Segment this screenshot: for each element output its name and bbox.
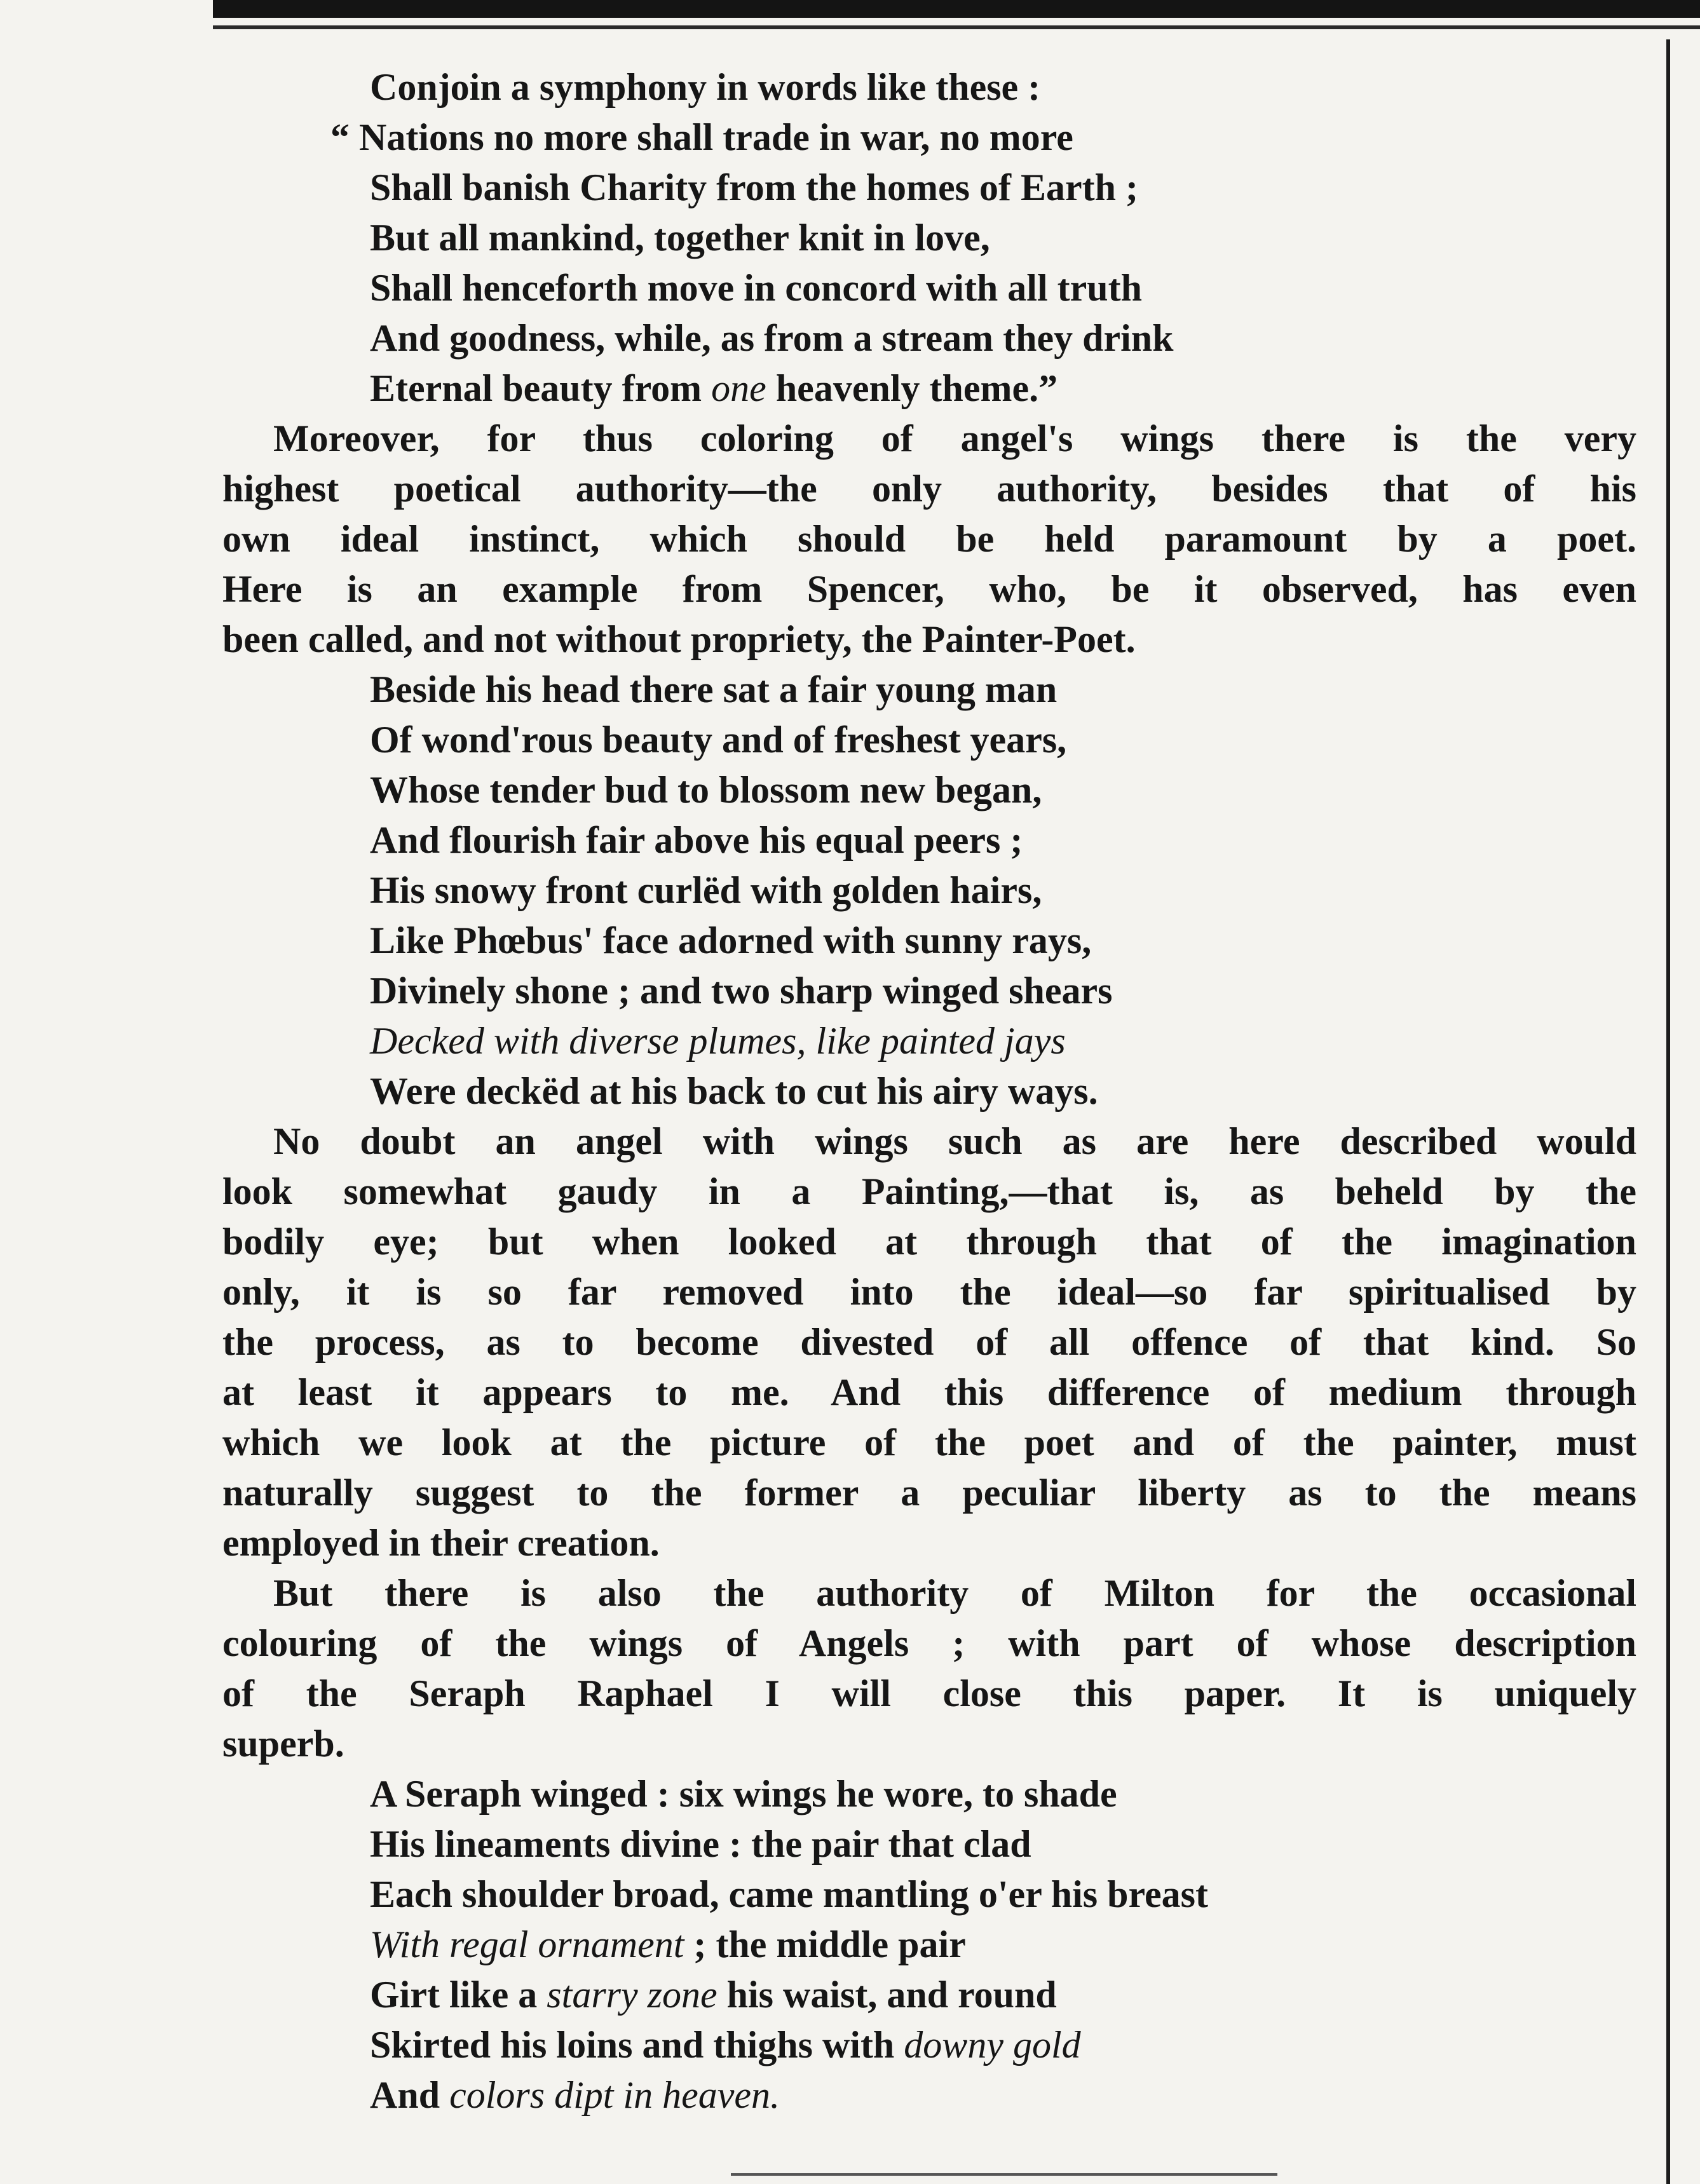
poem-line: His snowy front curlëd with golden hairs, [370,869,1042,911]
paragraph-line: of the Seraph Raphael I will close this paper. It is uniquely [222,1672,1636,1714]
paragraph-line: which we look at the picture of the poet and of the painter, must [222,1421,1636,1463]
paragraph-line: only, it is so far removed into the ideal—so far spiritualised by [222,1271,1636,1313]
paragraph-line: No doubt an angel with wings such as are here described would [273,1120,1636,1162]
poem-line: And flourish fair above his equal peers ; [370,819,1023,861]
paragraph-line: Here is an example from Spencer, who, be it observed, has even [222,568,1636,610]
paragraph-line: superb. [222,1723,344,1765]
poem-italic-text: With regal ornament [370,1923,684,1965]
poem-line [222,363,1636,414]
poem-line: But all mankind, together knit in love, [370,217,990,259]
paragraph-line: own ideal instinct, which should be held paramount by a poet. [222,518,1636,560]
poem-line: Were deckëd at his back to cut his airy ways. [370,1070,1098,1112]
paragraph-line: highest poetical authority—the only authority, besides that of his [222,468,1636,510]
paragraph-line: But there is also the authority of Milton for the occasional [273,1572,1636,1614]
poem-italic-text: starry zone [547,1974,717,2016]
poem-line: Shall henceforth move in concord with all truth [370,267,1142,309]
poem-text: And [370,2074,450,2116]
poem-text: Skirted his loins and thighs with [370,2024,904,2066]
text-column [222,62,1636,2172]
paragraph-line: employed in their creation. [222,1522,660,1564]
paragraph-line: colouring of the wings of Angels ; with part of whose description [222,1622,1636,1664]
poem-text: Eternal beauty from [370,367,712,409]
poem-line: And goodness, while, as from a stream they drink [370,317,1174,359]
poem-italic-text: downy gold [904,2024,1081,2066]
poem-line [222,2070,1636,2120]
bottom-rule [731,2173,1277,2176]
paragraph-line: look somewhat gaudy in a Painting,—that is, as beheld by the [222,1170,1636,1212]
paragraph-line: at least it appears to me. And this difference of medium through [222,1371,1636,1413]
poem-italic-line: Decked with diverse plumes, like painted jays [370,1020,1066,1062]
poem-italic-text: one [711,367,766,409]
poem-line: Beside his head there sat a fair young man [370,668,1057,710]
poem-text: Girt like a [370,1974,547,2016]
poem-italic-text: colors dipt in heaven. [449,2074,780,2116]
poem-line: A Seraph winged : six wings he wore, to shade [370,1773,1117,1815]
poem-line: Of wond'rous beauty and of freshest years, [370,719,1067,761]
poem-line: Each shoulder broad, came mantling o'er his breast [370,1873,1209,1915]
poem-line: Like Phœbus' face adorned with sunny rays, [370,919,1092,961]
poem-line [222,1970,1636,2020]
poem-line [222,1920,1636,1970]
paragraph-line: Moreover, for thus coloring of angel's wings there is the very [273,417,1636,459]
poem-text: his waist, and round [717,1974,1057,2016]
poem-line: “ Nations no more shall trade in war, no more [330,116,1073,158]
poem-text: heavenly theme.” [766,367,1058,409]
column-rule [1666,39,1670,2184]
paragraph-line: been called, and not without propriety, the Painter-Poet. [222,618,1136,660]
poem-line: Conjoin a symphony in words like these : [370,66,1041,108]
poem-line: Divinely shone ; and two sharp winged shears [370,970,1113,1012]
top-rule-thin [213,25,1700,29]
top-rule [213,0,1700,18]
poem-line [222,2020,1636,2070]
poem-line: Whose tender bud to blossom new began, [370,769,1042,811]
poem-line: Shall banish Charity from the homes of Earth ; [370,166,1138,208]
poem-line: His lineaments divine : the pair that clad [370,1823,1031,1865]
paragraph-line: bodily eye; but when looked at through that of the imagination [222,1221,1636,1263]
paragraph-line: naturally suggest to the former a peculiar liberty as to the means [222,1472,1636,1514]
poem-text: ; the middle pair [684,1923,966,1965]
paragraph-line: the process, as to become divested of all offence of that kind. So [222,1321,1636,1363]
